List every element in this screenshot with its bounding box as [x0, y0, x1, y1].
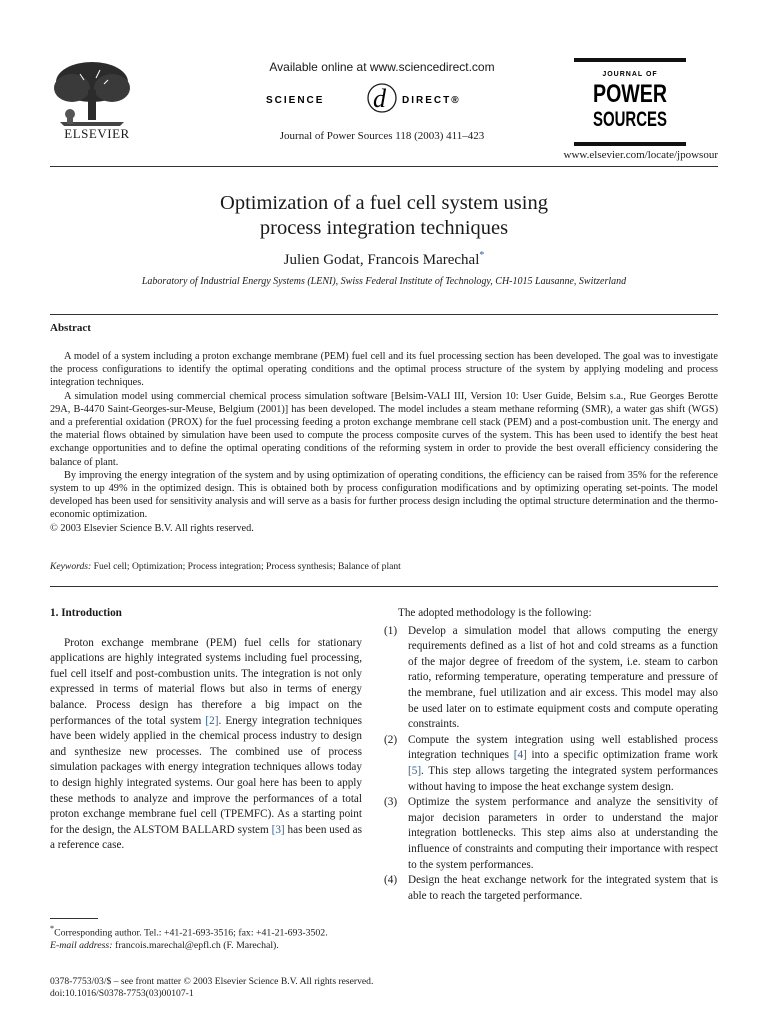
- publisher-name: ELSEVIER: [64, 126, 130, 141]
- abstract-heading: Abstract: [50, 322, 91, 334]
- footnote-corresponding: [50, 923, 362, 940]
- list-item-text: . This step allows targeting the integrated system performances without having to impose the heat exchange system design.: [408, 764, 718, 793]
- sciencedirect-logo: [262, 80, 502, 116]
- list-item: [384, 795, 718, 873]
- title-line-1: Optimization of a fuel cell system using: [220, 192, 548, 214]
- footnote: [50, 923, 362, 952]
- doi-line: doi:10.1016/S0378-7753(03)00107-1: [50, 988, 194, 1000]
- methodology-list: [384, 624, 718, 905]
- list-item-text: Design the heat exchange network for the integrated system that is able to reach the targeted performance.: [408, 874, 718, 902]
- available-online-text: Available online at www.sciencedirect.com: [269, 60, 495, 74]
- abstract-paragraph: By improving the energy integration of the system and by using optimization of operating conditions, the efficiency can be raised from 35% for the reference system to up 49% in the optimized design. This is obtained both by process configuration modifications and by optimizing operating set-points. The model developed has been used for sensitivity analysis and will serve as a basis for further process design including the optimal structure determination and the thermo-economic optimization.: [50, 469, 718, 521]
- authors-text: Julien Godat, Francois Marechal: [283, 252, 480, 268]
- list-item-number: (2): [384, 733, 398, 746]
- keywords-text: Fuel cell; Optimization; Process integration; Process synthesis; Balance of plant: [93, 561, 401, 572]
- journal-reference: Journal of Power Sources 118 (2003) 411–423: [279, 130, 485, 142]
- journal-logo-line1: JOURNAL OF: [602, 71, 658, 78]
- methodology-intro: The adopted methodology is the following:: [398, 607, 592, 619]
- abstract-paragraph: A simulation model using commercial chemical process simulation software [Belsim-VALI III, Version 10: User Guide, Belsim s.a., Rue Georges Berotte 29A, B-4470 Saint-Georges-sur-Meuse, Belgium (2001)] has been developed. The model includes a steam methane reforming (SMR), a water gas shift (WGS) and a preferential oxidation (PROX) for the fuel processing feeding a proton exchange membrane cell stack (PEM) and a post-combustion unit. The energy and the material flows obtained by simulation have been used to compute the process composite curves of the system. This has been used to identify the best heat exchange opportunities and to define the optimal operating conditions of the reforming system in order to provide the best overall efficiency considering the balance of plant.: [50, 390, 718, 468]
- list-item: [384, 624, 718, 733]
- email-label: E-mail address:: [50, 939, 113, 951]
- header-rule: [50, 166, 718, 167]
- keywords: [50, 561, 718, 572]
- list-item: [384, 733, 718, 795]
- abstract-body: [50, 350, 718, 535]
- corresponding-author-mark[interactable]: *: [479, 250, 485, 261]
- list-item-text: Develop a simulation model that allows computing the energy requirements defined as a list of hot and cold streams as a function of the major degree of freedom of the system, i.e. steam to carbon ratio, reforming temperature, operating temperature and pressure of the membrane, fuel utilization and air excess. This model may also be used later on to estimate equipment costs and compute operating constraints.: [408, 624, 718, 731]
- journal-logo-line3: SOURCES: [593, 108, 667, 131]
- list-item-text: Optimize the system performance and analyze the sensitivity of major decision parameters in order to understand the major integration bottlenecks. This step aims also at understanding the influence of constraints and computing their importance with respect to the system performances.: [408, 796, 718, 871]
- footnote-text: Corresponding author. Tel.: +41-21-693-3516; fax: +41-21-693-3502.: [54, 927, 328, 939]
- citation-link-3[interactable]: [3]: [271, 823, 285, 836]
- paper-title: [100, 191, 668, 241]
- left-column: [50, 606, 362, 854]
- intro-text-b: . Energy integration techniques have been widely applied in the chemical process industry to design and synthesize new processes. The combined use of process simulation packages with energy integration techniques allows today to design highly integrated systems. Our goal here has been to apply these methods to analyze and improve the performances of a total proton exchange membrane fuel cell (TPEMFC). As a starting point for the design, the ALSTOM BALLARD system: [50, 714, 362, 836]
- abstract-bottom-rule: [50, 586, 718, 587]
- list-item-number: (4): [384, 874, 398, 887]
- intro-paragraph: [50, 636, 362, 854]
- journal-url[interactable]: www.elsevier.com/locate/jpowsour: [563, 149, 718, 161]
- journal-logo-line2: POWER: [593, 80, 667, 108]
- abstract-top-rule: [50, 314, 718, 315]
- abstract-copyright: © 2003 Elsevier Science B.V. All rights reserved.: [50, 522, 254, 534]
- footnote-rule: [50, 918, 98, 919]
- footnote-mark: *: [50, 924, 55, 933]
- right-column: [384, 606, 718, 904]
- list-item: [384, 873, 718, 904]
- keywords-label: Keywords:: [50, 561, 92, 572]
- footnote-email: [50, 940, 362, 952]
- list-item-text: Compute the system integration using well established process integration techniques: [408, 733, 718, 762]
- section-heading-introduction: 1. Introduction: [50, 607, 122, 619]
- front-matter-line: 0378-7753/03/$ – see front matter © 2003 Elsevier Science B.V. All rights reserved.: [50, 976, 374, 987]
- sd-left-text: SCIENCE: [266, 95, 325, 106]
- list-item-text: into a specific optimization frame work: [526, 749, 718, 762]
- email-address[interactable]: francois.marechal@epfl.ch (F. Marechal).: [114, 939, 279, 951]
- abstract-paragraph: A model of a system including a proton exchange membrane (PEM) fuel cell and its fuel processing section has been developed. The goal was to investigate the process configurations to identify the optimal operating conditions and the optimal process structure of the system by applying modeling and process integration techniques.: [50, 351, 718, 389]
- sd-right-text: DIRECT®: [402, 95, 461, 106]
- citation-link-2[interactable]: [2]: [205, 714, 219, 727]
- journal-logo: [574, 58, 686, 146]
- page-footer: [50, 976, 450, 1001]
- list-item-number: (3): [384, 796, 398, 809]
- title-line-2: process integration techniques: [259, 217, 509, 239]
- affiliation: Laboratory of Industrial Energy Systems (LENI), Swiss Federal Institute of Technology, CH-1015 Lausanne, Switzerland: [141, 276, 627, 287]
- intro-text-c: has been used as a reference case.: [50, 823, 362, 852]
- sd-mark: d: [373, 84, 386, 113]
- list-item-number: (1): [384, 624, 398, 637]
- citation-link-5[interactable]: [5]: [408, 764, 422, 777]
- intro-text-a: Proton exchange membrane (PEM) fuel cells for stationary applications are highly integrated systems including fuel processing, fuel cell itself and post-combustion units. The integration is not only expressed in terms of material flows but also in terms of energy balance. Process design has therefore a big impact on the performances of the total system: [50, 636, 362, 727]
- citation-link-4[interactable]: [4]: [513, 749, 527, 762]
- author-list: [100, 250, 668, 269]
